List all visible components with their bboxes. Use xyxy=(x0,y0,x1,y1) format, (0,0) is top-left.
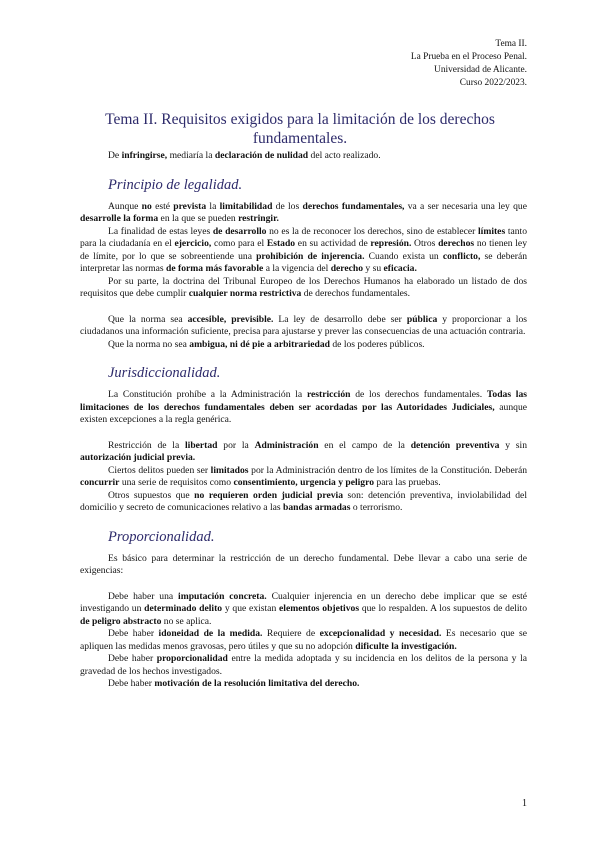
text-run: esté xyxy=(151,200,174,212)
page-header xyxy=(411,38,527,90)
bold-text: derechos fundamentales, xyxy=(302,200,405,212)
paragraph xyxy=(80,490,527,515)
bold-text: cualquier norma restrictiva xyxy=(188,288,302,299)
bold-text: dificulte la investigación. xyxy=(355,640,457,652)
bold-text: derecho xyxy=(330,263,364,274)
paragraph xyxy=(80,678,527,691)
text-run: La Constitución prohíbe a la Administración la xyxy=(108,389,307,400)
bold-text: elementos objetivos xyxy=(279,603,360,614)
bold-text: prohibición de injerencia. xyxy=(256,250,365,262)
text-run: no tienen ley de límite, por lo que se sobreentiende una xyxy=(80,238,527,262)
text-run: Es básico para determinar la restricción de un derecho fundamental. Debe llevar a cabo una serie de exigencias: xyxy=(80,552,527,576)
bold-text: ambigua, ni dé pie a arbitrariedad xyxy=(189,338,330,350)
bold-text: Estado xyxy=(266,238,296,249)
text-run: La finalidad de estas leyes xyxy=(108,225,213,237)
bold-text: imputación concreta. xyxy=(178,590,267,602)
text-run: Debe haber xyxy=(108,628,159,639)
text-run: Requiere de xyxy=(262,628,320,639)
section xyxy=(80,176,527,352)
text-run: en la que se pueden xyxy=(158,213,239,224)
text-run: que lo respalden. A los supuestos de delito xyxy=(359,603,527,614)
paragraph xyxy=(80,628,527,653)
text-run: Otros supuestos que xyxy=(108,489,195,501)
text-run: en el campo de la xyxy=(318,439,411,451)
paragraph xyxy=(80,314,527,339)
header-line: Tema II. xyxy=(495,39,527,49)
text-run: Por su parte, la doctrina del Tribunal Europeo de los Derechos Humanos ha elaborado un listado de dos requisitos que debe cumplir xyxy=(80,275,527,299)
bold-text: represión. xyxy=(370,238,412,249)
bold-text: accesible, previsible. xyxy=(187,313,274,325)
header-line: Universidad de Alicante. xyxy=(434,65,527,75)
text-run: entre la medida adoptada y su incidencia en los delitos de la persona y la gravedad de los hechos investigados. xyxy=(80,653,528,677)
paragraph xyxy=(80,226,527,276)
text-run: de los xyxy=(272,200,303,212)
text-run: y sin xyxy=(499,439,527,451)
bold-text: motivación de la resolución limitativa del derecho. xyxy=(154,678,360,689)
text-run: Es necesario que se apliquen las medidas menos gravosas, pero útiles y que su no adopción xyxy=(80,628,527,652)
text-run: Que la norma no sea xyxy=(108,338,190,350)
text-run: o terrorismo. xyxy=(350,502,403,513)
text-run: tanto para la ciudadanía en el xyxy=(80,225,528,249)
paragraph xyxy=(80,653,527,678)
document-title: Tema II. Requisitos exigidos para la limitación de los derechos fundamentales. xyxy=(105,111,495,147)
text-run: de los poderes públicos. xyxy=(329,338,425,350)
paragraph xyxy=(80,591,527,629)
text-run: se deberán interpretar las normas xyxy=(80,250,527,274)
bold-text: bandas armadas xyxy=(283,502,351,513)
text-run: a la vigencia del xyxy=(263,263,331,274)
bold-text: no xyxy=(141,200,152,212)
bold-text: pública xyxy=(406,313,438,325)
bold-text: de peligro abstracto xyxy=(80,615,162,627)
page-number: 1 xyxy=(522,798,527,809)
text-run: para las pruebas. xyxy=(374,477,441,488)
text-run: la xyxy=(206,200,220,212)
document-body xyxy=(80,150,527,691)
paragraph xyxy=(80,339,527,352)
bold-text: excepcionalidad y necesidad. xyxy=(319,628,442,639)
bold-text: proporcionalidad xyxy=(156,653,228,664)
bold-text: libertad xyxy=(185,439,218,451)
bold-text: desarrolle la forma xyxy=(80,213,159,224)
bold-text: limitados xyxy=(210,464,249,476)
bold-text: de forma más favorable xyxy=(166,263,264,274)
text-run: y que existan xyxy=(222,603,280,614)
bold-text: límites xyxy=(478,225,506,237)
bold-text: limitabilidad xyxy=(219,200,273,212)
bold-text: infringirse, xyxy=(121,150,168,161)
text-run: y proporcionar a los ciudadanos una información suficiente, precisa para ajustarse y prever las consecuencias de una actuación contraria. xyxy=(80,313,527,337)
bold-text: detención preventiva xyxy=(410,439,500,451)
text-run: mediaría la xyxy=(167,150,215,161)
section xyxy=(80,364,527,515)
text-run: Debe haber una xyxy=(108,590,179,602)
section-heading: Proporcionalidad. xyxy=(108,528,215,545)
text-run: no es la de reconocer los derechos, sino de establecer xyxy=(266,225,478,237)
bold-text: autorización judicial previa. xyxy=(80,452,196,463)
bold-text: determinado delito xyxy=(144,603,223,614)
header-line: La Prueba en el Proceso Penal. xyxy=(410,52,527,62)
paragraph xyxy=(80,553,527,578)
text-run: de derechos fundamentales. xyxy=(301,288,411,299)
section-heading: Principio de legalidad. xyxy=(108,176,243,193)
text-run: Otros xyxy=(411,238,439,249)
text-run: de los derechos fundamentales. xyxy=(350,389,487,400)
bold-text: eficacia. xyxy=(383,263,417,274)
text-run: Debe haber xyxy=(108,653,157,664)
text-run: y su xyxy=(363,263,384,274)
header-line: Curso 2022/2023. xyxy=(459,78,527,88)
text-run: va a ser necesaria una ley que xyxy=(404,200,527,212)
text-run: La ley de desarrollo debe ser xyxy=(273,313,407,325)
bold-text: concurrir xyxy=(80,477,120,488)
bold-text: no requieren orden judicial previa xyxy=(194,489,343,501)
text-run: Ciertos delitos pueden ser xyxy=(108,464,211,476)
bold-text: declaración de nulidad xyxy=(214,150,309,161)
text-run: en su actividad de xyxy=(295,238,371,249)
bold-text: conflicto, xyxy=(442,250,481,262)
text-run: Que la norma sea xyxy=(108,313,188,325)
text-run: por la Administración dentro de los límites de la Constitución. Deberán xyxy=(248,464,528,476)
section xyxy=(80,528,527,691)
bold-text: idoneidad de la medida. xyxy=(158,628,263,639)
text-run: Aunque xyxy=(108,200,142,212)
section-heading: Jurisdiccionalidad. xyxy=(108,365,221,381)
text-run: no se aplica. xyxy=(161,615,212,627)
bold-text: derechos xyxy=(438,238,475,249)
text-run: del acto realizado. xyxy=(308,150,381,161)
text-run: Debe haber xyxy=(108,678,155,689)
bold-text: restringir. xyxy=(238,213,279,224)
bold-text: Todas las limitaciones de los derechos fundamentales deben ser acordadas por las Autoridades Judiciales, xyxy=(80,389,527,413)
text-run: una serie de requisitos como xyxy=(119,477,234,488)
paragraph xyxy=(80,465,527,490)
bold-text: ejercicio, xyxy=(174,238,212,249)
paragraph xyxy=(80,276,527,301)
intro-paragraph xyxy=(80,150,527,163)
bold-text: Administración xyxy=(254,439,319,451)
text-run: Cuando exista un xyxy=(364,250,443,262)
text-run: como para el xyxy=(211,238,267,249)
sections-container xyxy=(80,176,527,691)
text-run: Restricción de la xyxy=(108,439,185,451)
text-run: son: detención preventiva, inviolabilidad del domicilio y secreto de comunicaciones relativo a las xyxy=(80,489,527,513)
text-run: por la xyxy=(217,439,255,451)
bold-text: de desarrollo xyxy=(212,225,267,237)
bold-text: restricción xyxy=(306,389,351,400)
text-run: Cualquier injerencia en un derecho debe implicar que se esté investigando un xyxy=(80,590,527,614)
paragraph xyxy=(80,440,527,465)
text-run: De xyxy=(108,150,122,161)
paragraph xyxy=(80,201,527,226)
paragraph xyxy=(80,389,527,427)
bold-text: prevista xyxy=(173,200,207,212)
bold-text: consentimiento, urgencia y peligro xyxy=(233,477,374,488)
text-run: aunque existen excepciones a la regla genérica. xyxy=(80,401,527,425)
